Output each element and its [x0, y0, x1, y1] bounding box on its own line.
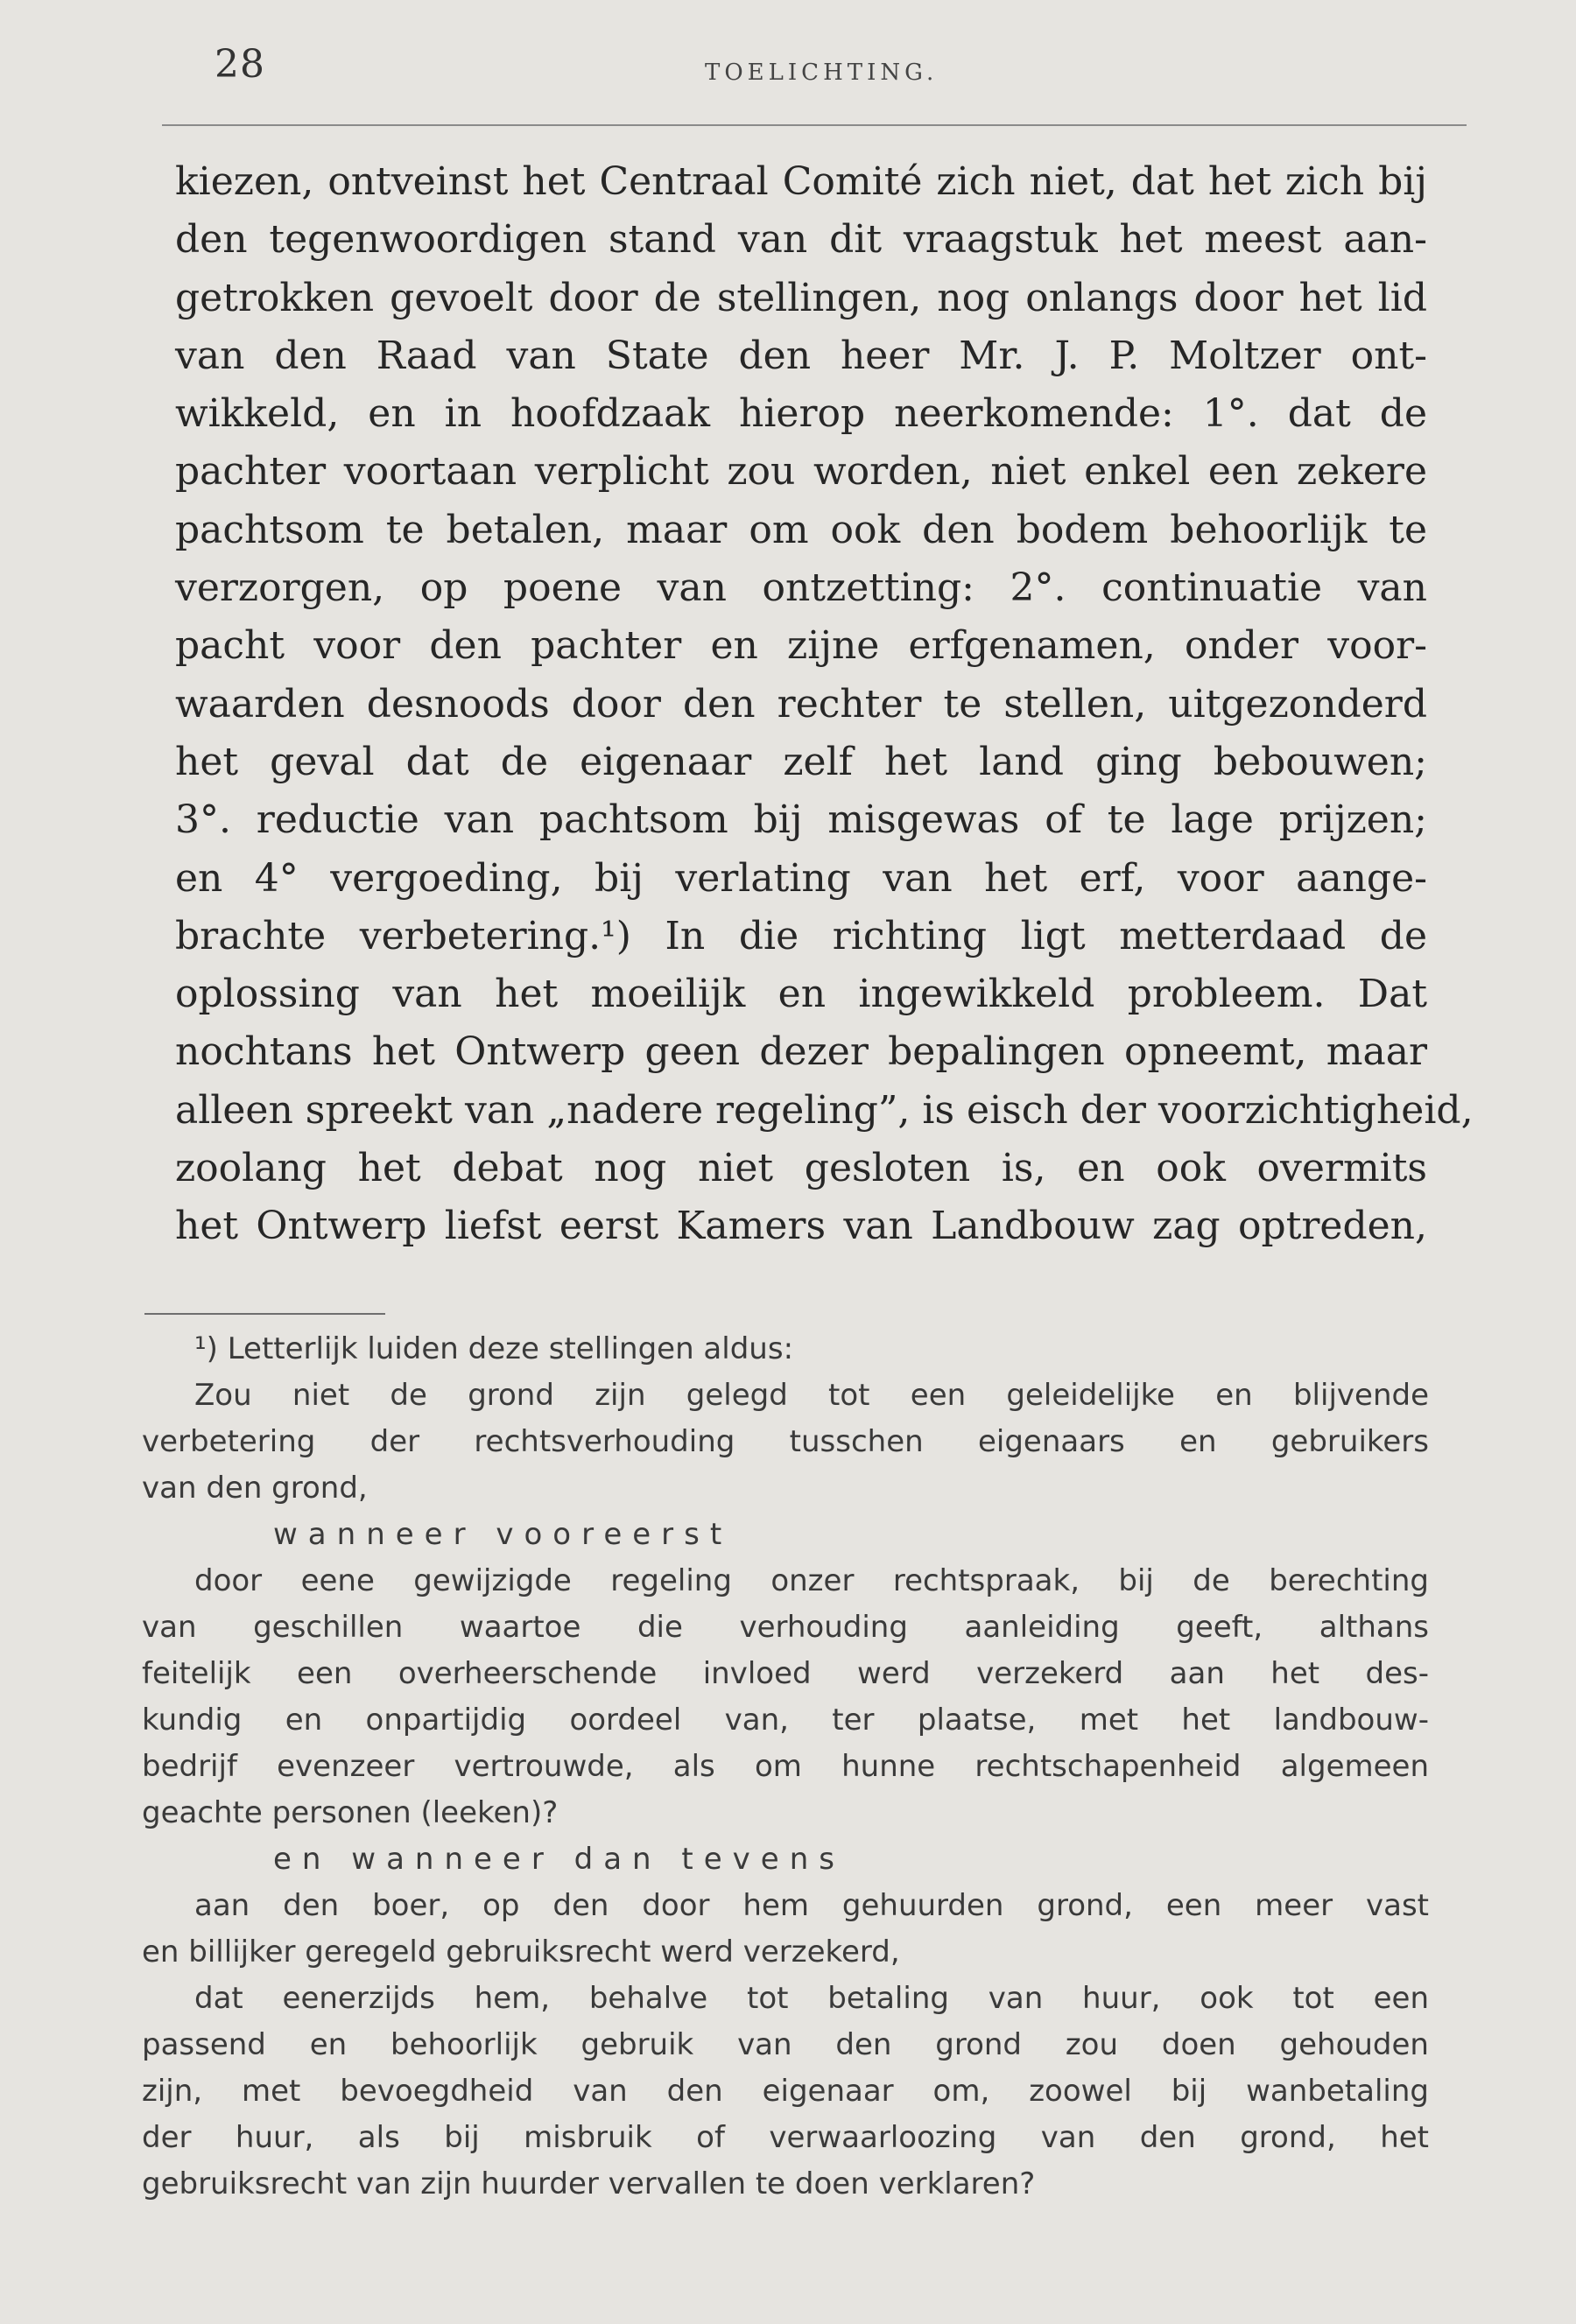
footnote-line: aan den boer, op den door hem gehuurden grond, een meer vast: [194, 1888, 1429, 1923]
body-line: pachtsom te betalen, maar om ook den bodem behoorlijk te: [175, 507, 1427, 552]
body-line: brachte verbetering.¹) In die richting ligt metterdaad de: [175, 913, 1427, 958]
body-line: nochtans het Ontwerp geen dezer bepalingen opneemt, maar: [175, 1029, 1427, 1075]
footnote-line: en wanneer dan tevens: [273, 1842, 845, 1877]
body-line: het geval dat de eigenaar zelf het land ging bebouwen;: [175, 739, 1427, 784]
footnote-line: kundig en onpartijdig oordeel van, ter plaatse, met het landbouw-: [142, 1703, 1429, 1738]
body-line: kiezen, ontveinst het Centraal Comité zich niet, dat het zich bij: [175, 159, 1427, 204]
body-line: zoolang het debat nog niet gesloten is, en ook overmits: [175, 1146, 1427, 1191]
body-line: pachter voortaan verplicht zou worden, niet enkel een zekere: [175, 449, 1427, 495]
header-rule: [162, 124, 1467, 126]
body-line: het Ontwerp liefst eerst Kamers van Landbouw zag optreden,: [175, 1204, 1427, 1249]
body-line: verzorgen, op poene van ontzetting: 2°. continuatie van: [175, 565, 1427, 611]
body-line: van den Raad van State den heer Mr. J. P. Moltzer ont-: [175, 333, 1427, 378]
body-line: getrokken gevoelt door de stellingen, nog onlangs door het lid: [175, 275, 1427, 320]
body-line: en 4° vergoeding, bij verlating van het erf, voor aange-: [175, 855, 1427, 901]
footnote-line: passend en behoorlijk gebruik van den grond zou doen gehouden: [142, 2027, 1429, 2062]
body-line: oplossing van het moeilijk en ingewikkeld probleem. Dat: [175, 972, 1427, 1017]
footnote-line: ¹) Letterlijk luiden deze stellingen aldus:: [194, 1331, 794, 1366]
footnote-line: geachte personen (leeken)?: [142, 1795, 559, 1830]
footnote: [142, 1326, 1429, 2208]
footnote-line: van geschillen waartoe die verhouding aanleiding geeft, althans: [142, 1610, 1429, 1645]
footnote-line: der huur, als bij misbruik of verwaarloozing van den grond, het: [142, 2120, 1429, 2155]
body-line: 3°. reductie van pachtsom bij misgewas of te lage prijzen;: [175, 797, 1427, 843]
footnote-line: dat eenerzijds hem, behalve tot betaling van huur, ook tot een: [194, 1981, 1429, 2016]
footnote-line: zijn, met bevoegdheid van den eigenaar om, zoowel bij wanbetaling: [142, 2074, 1429, 2109]
body-text: [175, 153, 1474, 1256]
footnote-line: bedrijf evenzeer vertrouwde, als om hunne rechtschapenheid algemeen: [142, 1749, 1429, 1784]
running-head: TOELICHTING.: [705, 60, 939, 86]
footnote-line: feitelijk een overheerschende invloed werd verzekerd aan het des-: [142, 1656, 1429, 1691]
footnote-line: wanneer vooreerst: [273, 1517, 733, 1552]
page-header: [162, 35, 1467, 131]
body-line: den tegenwoordigen stand van dit vraagstuk het meest aan-: [175, 217, 1427, 263]
footnote-line: verbetering der rechtsverhouding tusschen eigenaars en gebruikers: [142, 1424, 1429, 1459]
footnote-rule: [144, 1313, 385, 1315]
footnote-line: en billijker geregeld gebruiksrecht werd verzekerd,: [142, 1934, 900, 1969]
body-line: wikkeld, en in hoofdzaak hierop neerkomende: 1°. dat de: [175, 391, 1427, 437]
body-line: waarden desnoods door den rechter te stellen, uitgezonderd: [175, 681, 1427, 727]
footnote-line: Zou niet de grond zijn gelegd tot een geleidelijke en blijvende: [194, 1378, 1429, 1413]
footnote-line: gebruiksrecht van zijn huurder vervallen te doen verklaren?: [142, 2166, 1036, 2201]
body-line: alleen spreekt van „nadere regeling”, is eisch der voorzichtigheid,: [175, 1087, 1474, 1133]
page-number: 28: [215, 42, 265, 87]
footnote-line: door eene gewijzigde regeling onzer rechtspraak, bij de berechting: [194, 1563, 1429, 1598]
body-line: pacht voor den pachter en zijne erfgenamen, onder voor-: [175, 623, 1427, 669]
footnote-line: van den grond,: [142, 1471, 368, 1506]
